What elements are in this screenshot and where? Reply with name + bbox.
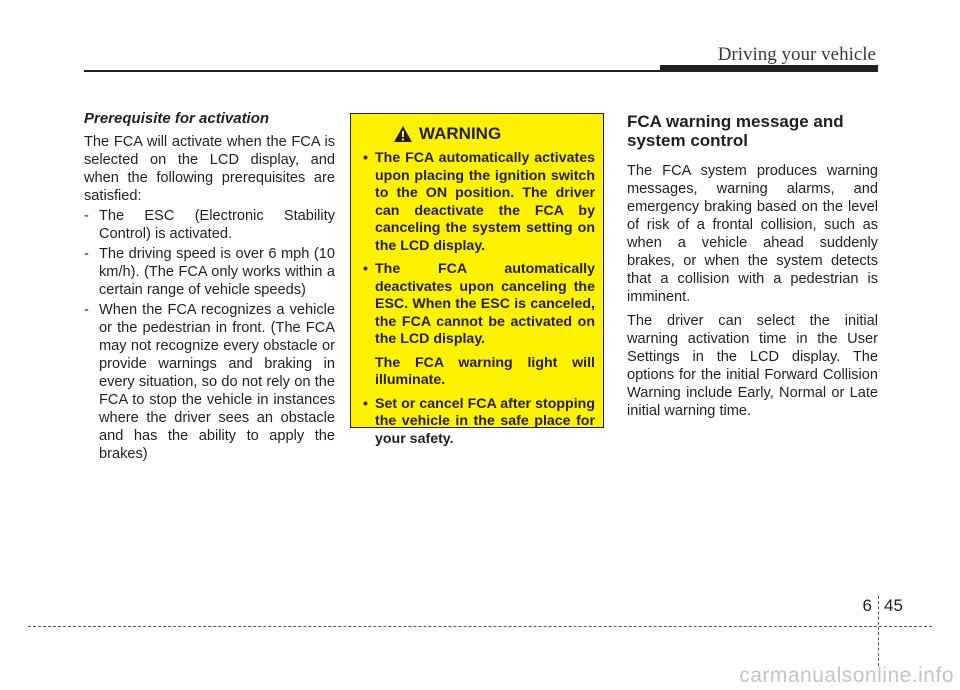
page-number: 45 (884, 596, 903, 615)
warning-item (363, 261, 595, 390)
warning-item-text: The FCA automatically deactivates upon canceling the ESC. When the ESC is canceled, the FCA cannot be activated on the LCD display. (375, 261, 595, 347)
left-column (84, 110, 335, 465)
watermark-text: carmanualsonline.info (739, 664, 954, 687)
warning-triangle-icon (393, 125, 413, 143)
header-title: Driving your vehicle (717, 44, 876, 65)
warning-item (363, 150, 595, 255)
intro-paragraph: The FCA will activate when the FCA is selected on the LCD display, and when the following prerequisites are satisfied: (84, 134, 335, 204)
warning-item (363, 396, 595, 449)
section-heading: FCA warning message and system control (627, 112, 844, 150)
warning-item-note: The FCA warning light will illuminate. (375, 354, 595, 388)
body-paragraph: The FCA system produces warning messages, warning alarms, and emergency braking based on the level of risk of a frontal collision, such as when a vehicle ahead suddenly brakes, or when the system detects that a collision with a pedestrian is imminent. (627, 163, 878, 305)
warning-header (363, 124, 595, 144)
list-item: - The driving speed is over 6 mph (10 km/h). (The FCA only works within a certain range of vehicle speeds) (84, 245, 335, 299)
warning-title: WARNING (419, 124, 502, 143)
warning-item-text: The FCA automatically activates upon placing the ignition switch to the ON position. The driver can deactivate the FCA by canceling the system setting on the LCD display. (375, 150, 595, 254)
right-column (627, 112, 878, 426)
list-item: - When the FCA recognizes a vehicle or the pedestrian in front. (The FCA may not recognize every obstacle or provide warnings and braking in every situation, so do not rely on the FCA to stop the vehicle in instances where the driver sees an obstacle and has the ability to apply the brakes) (84, 301, 335, 463)
header-rule-accent (660, 65, 878, 72)
list-item: - The ESC (Electronic Stability Control) is activated. (84, 207, 335, 243)
footer-divider (878, 596, 879, 666)
warning-list (363, 150, 595, 448)
warning-box (350, 113, 604, 447)
header-rule (84, 70, 660, 72)
chapter-number: 6 (862, 596, 872, 615)
footer-rule (28, 626, 932, 627)
prerequisite-list (84, 207, 335, 463)
warning-item-text: Set or cancel FCA after stopping the vehicle in the safe place for your safety. (375, 395, 595, 447)
body-paragraph: The driver can select the initial warning activation time in the User Settings in the LCD display. The options for the initial Forward Collision Warning include Early, Normal or Late initial warning time. (627, 313, 878, 419)
section-subheading: Prerequisite for activation (84, 110, 270, 127)
